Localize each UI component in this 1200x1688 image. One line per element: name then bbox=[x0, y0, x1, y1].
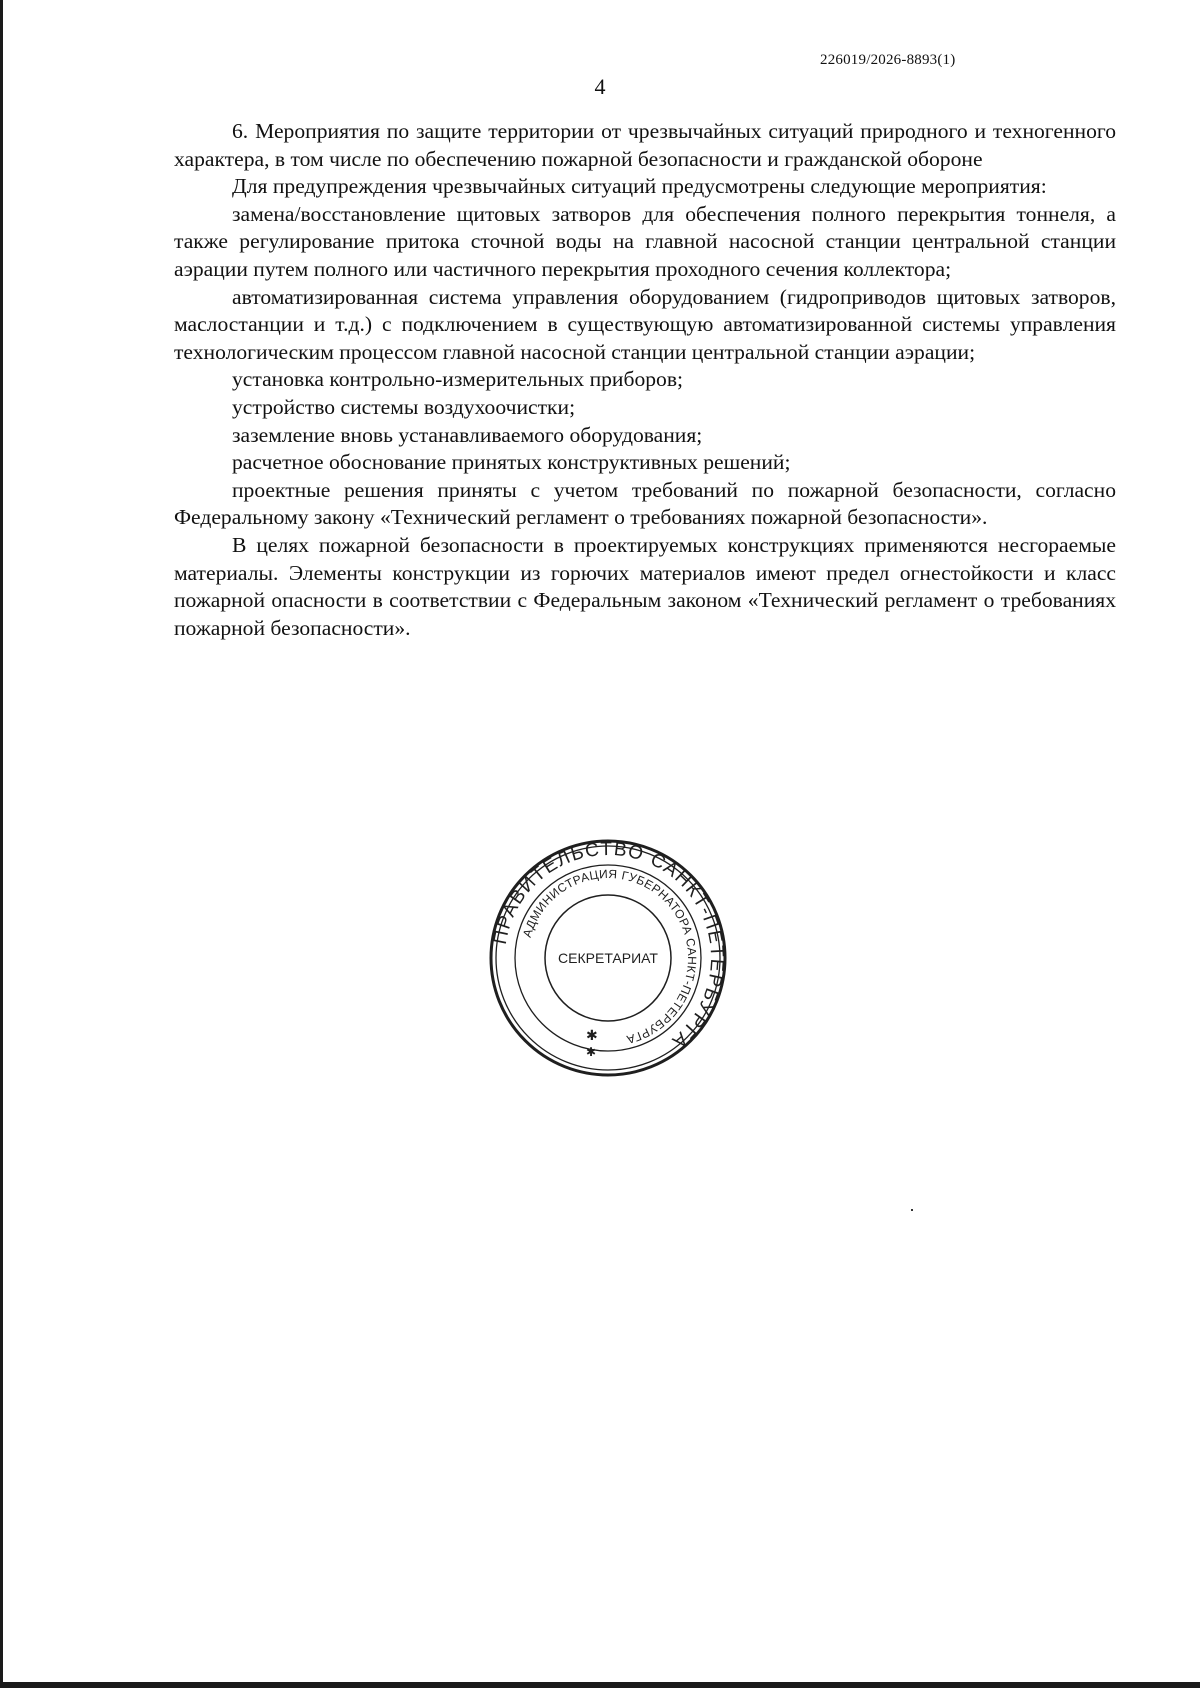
paragraph-intro: Для предупреждения чрезвычайных ситуаций предусмотрены следующие мероприятия: bbox=[232, 174, 1047, 199]
official-stamp bbox=[488, 838, 728, 1078]
page-number: 4 bbox=[594, 74, 606, 99]
list-item-instruments: установка контрольно-измерительных приборов; bbox=[232, 367, 684, 392]
stamp-middle-text: АДМИНИСТРАЦИЯ ГУБЕРНАТОРА САНКТ-ПЕТЕРБУРГА bbox=[519, 866, 700, 1047]
paragraph-fire-safety: В целях пожарной безопасности в проектируемых конструкциях применяются несгораемые материалы. Элементы конструкции из горючих материалов имеют предел огнестойкости и класс пожарной опасности в соответствии с Федеральным законом «Технический регламент о требованиях пожарной безопасности». bbox=[174, 532, 1116, 640]
list-item-air-cleaning: устройство системы воздухоочистки; bbox=[232, 394, 576, 419]
stamp-star-left-icon: ✱ bbox=[586, 1027, 598, 1043]
list-item-grounding: заземление вновь устанавливаемого оборудования; bbox=[232, 422, 703, 447]
list-item-gates: замена/восстановление щитовых затворов для обеспечения полного перекрытия тоннеля, а также регулирование притока сточной воды на главной насосной станции центральной станции аэрации путем полного или частичного перекрытия проходного сечения коллектора; bbox=[174, 201, 1116, 281]
document-body bbox=[174, 118, 1116, 642]
stamp-star-bottom-icon: ✱ bbox=[586, 1045, 597, 1059]
stamp-center-text: СЕКРЕТАРИАТ bbox=[558, 950, 658, 966]
scan-speck bbox=[911, 1209, 913, 1211]
list-item-fire-requirements: проектные решения приняты с учетом требований по пожарной безопасности, согласно Федеральному закону «Технический регламент о требованиях пожарной безопасности». bbox=[174, 477, 1116, 530]
scan-left-edge bbox=[0, 0, 3, 1688]
list-item-calculation: расчетное обоснование принятых конструктивных решений; bbox=[232, 450, 791, 475]
section-heading: 6. Мероприятия по защите территории от чрезвычайных ситуаций природного и техногенного характера, в том числе по обеспечению пожарной безопасности и гражданской обороне bbox=[174, 119, 1116, 171]
document-number: 226019/2026-8893(1) bbox=[820, 52, 956, 68]
scan-bottom-edge bbox=[0, 1682, 1200, 1688]
stamp-outer-text: ПРАВИТЕЛЬСТВО САНКТ-ПЕТЕРБУРГА bbox=[489, 838, 728, 1053]
list-item-control-system: автоматизированная система управления оборудованием (гидроприводов щитовых затворов, маслостанции и т.д.) с подключением в существующую автоматизированной системы управления технологическим процессом главной насосной станции центральной станции аэрации; bbox=[174, 284, 1116, 364]
